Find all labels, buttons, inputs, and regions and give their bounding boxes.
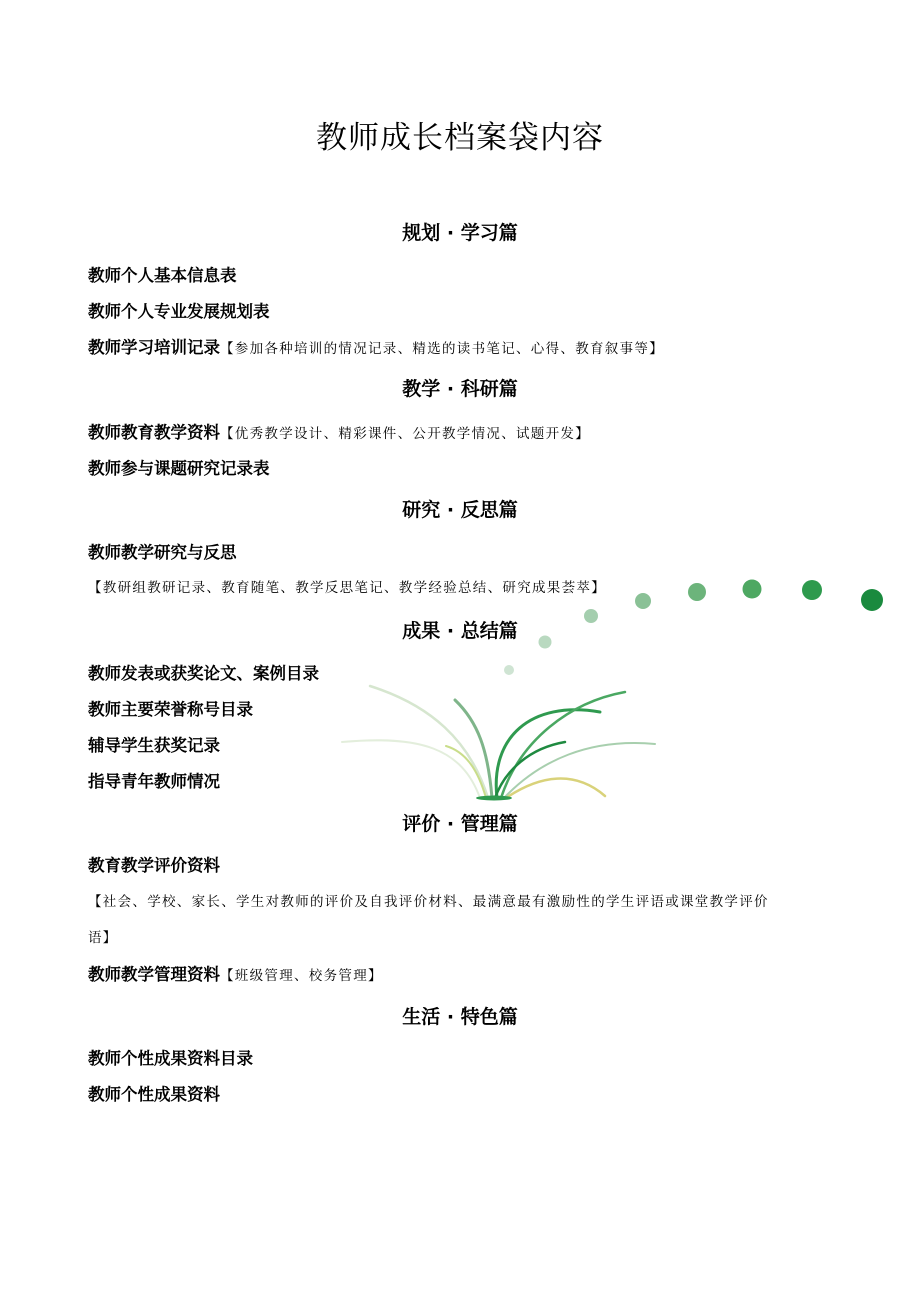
list-item-research-reflection: 教师教学研究与反思	[88, 543, 237, 562]
section-heading-evaluation-management: 评价 · 管理篇	[402, 813, 518, 835]
list-item-basic-info: 教师个人基本信息表	[88, 266, 237, 285]
item-note: 【社会、学校、家长、学生对教师的评价及自我评价材料、最满意最有激励性的学生评语或课堂教学评价	[88, 894, 769, 910]
list-item-project-record: 教师参与课题研究记录表	[88, 459, 270, 478]
section-heading-achievements-summary: 成果 · 总结篇	[402, 620, 518, 642]
item-note: 【班级管理、校务管理】	[220, 968, 383, 984]
list-item-personal-catalog: 教师个性成果资料目录	[88, 1049, 253, 1068]
list-item-management-materials: 教师教学管理资料【班级管理、校务管理】	[88, 965, 383, 984]
list-item-teaching-materials: 教师教育教学资料【优秀教学设计、精彩课件、公开教学情况、试题开发】	[88, 423, 590, 442]
list-item-honors-catalog: 教师主要荣誉称号目录	[88, 700, 253, 719]
page-title: 教师成长档案袋内容	[316, 120, 604, 156]
item-note: 【优秀教学设计、精彩课件、公开教学情况、试题开发】	[220, 426, 590, 442]
section-heading-research-reflection: 研究 · 反思篇	[402, 499, 518, 521]
item-note: 【参加各种培训的情况记录、精选的读书笔记、心得、教育叙事等】	[220, 341, 664, 357]
list-item-development-plan: 教师个人专业发展规划表	[88, 302, 270, 321]
item-note: 【教研组教研记录、教育随笔、教学反思笔记、教学经验总结、研究成果荟萃】	[88, 580, 606, 596]
list-item-evaluation-materials: 教育教学评价资料	[88, 856, 220, 875]
item-note-continued: 语】	[88, 930, 118, 946]
section-heading-planning-study: 规划 · 学习篇	[402, 222, 518, 244]
list-item-student-awards: 辅导学生获奖记录	[88, 736, 220, 755]
section-heading-life-features: 生活 · 特色篇	[402, 1006, 518, 1028]
section-heading-teaching-research: 教学 · 科研篇	[402, 378, 518, 400]
list-item-personal-materials: 教师个性成果资料	[88, 1085, 220, 1104]
list-item-mentoring: 指导青年教师情况	[88, 772, 220, 791]
list-item-papers-catalog: 教师发表或获奖论文、案例目录	[88, 664, 319, 683]
list-item-training-record: 教师学习培训记录【参加各种培训的情况记录、精选的读书笔记、心得、教育叙事等】	[88, 338, 664, 357]
